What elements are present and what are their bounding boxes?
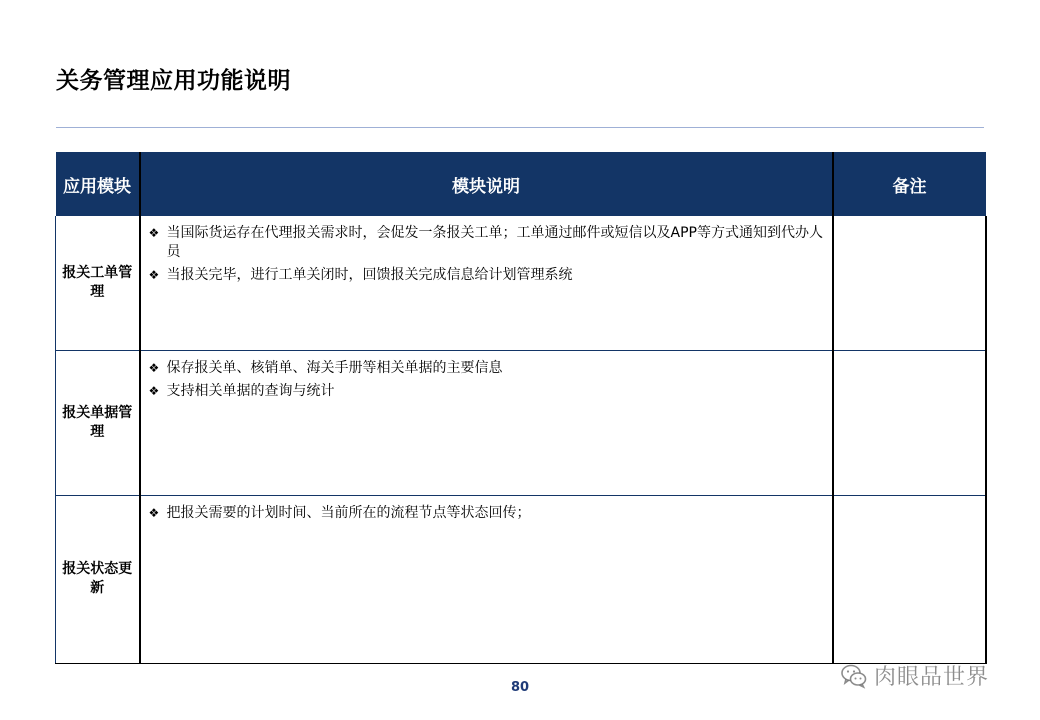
module-note [833, 216, 986, 350]
diamond-bullet-icon: ❖ [148, 360, 160, 375]
module-description [140, 216, 833, 350]
table-header-row [56, 152, 986, 216]
diamond-bullet-icon: ❖ [148, 268, 160, 282]
module-note [833, 350, 986, 495]
module-name: 报关工单管理 [56, 216, 140, 350]
module-description [140, 350, 833, 495]
list-item-text: 当报关完毕，进行工单关闭时，回馈报关完成信息给计划管理系统 [166, 267, 573, 283]
list-item [149, 224, 826, 262]
header-module: 应用模块 [56, 152, 140, 216]
module-description [140, 495, 833, 663]
list-item-text: 支持相关单据的查询与统计 [166, 382, 335, 399]
list-item [149, 359, 826, 378]
list-item-text: 保存报关单、核销单、海关手册等相关单据的主要信息 [166, 359, 503, 376]
module-note [833, 495, 986, 663]
diamond-bullet-icon: ❖ [148, 505, 160, 520]
table-row [56, 350, 986, 495]
table-row [56, 495, 986, 663]
list-item [149, 504, 826, 523]
header-note: 备注 [833, 152, 986, 216]
watermark-text: 肉眼品世界 [874, 665, 990, 690]
diamond-bullet-icon: ❖ [148, 226, 160, 240]
table-row [56, 216, 986, 350]
list-item [149, 266, 826, 285]
header-description: 模块说明 [140, 152, 833, 216]
page-number: 80 [510, 680, 530, 695]
diamond-bullet-icon: ❖ [148, 383, 160, 398]
module-name: 报关状态更新 [56, 495, 140, 663]
page-title: 关务管理应用功能说明 [56, 68, 291, 94]
watermark [840, 660, 989, 691]
list-item-text: 把报关需要的计划时间、当前所在的流程节点等状态回传； [166, 504, 531, 521]
wechat-logo-icon [840, 662, 868, 690]
title-divider [56, 127, 984, 128]
list-item [149, 382, 826, 401]
module-table [55, 152, 987, 664]
list-item-text: 当国际货运存在代理报关需求时，会促发一条报关工单；工单通过邮件或短信以及APP等方式通知到代办人员 [166, 225, 823, 260]
module-name: 报关单据管理 [56, 350, 140, 495]
